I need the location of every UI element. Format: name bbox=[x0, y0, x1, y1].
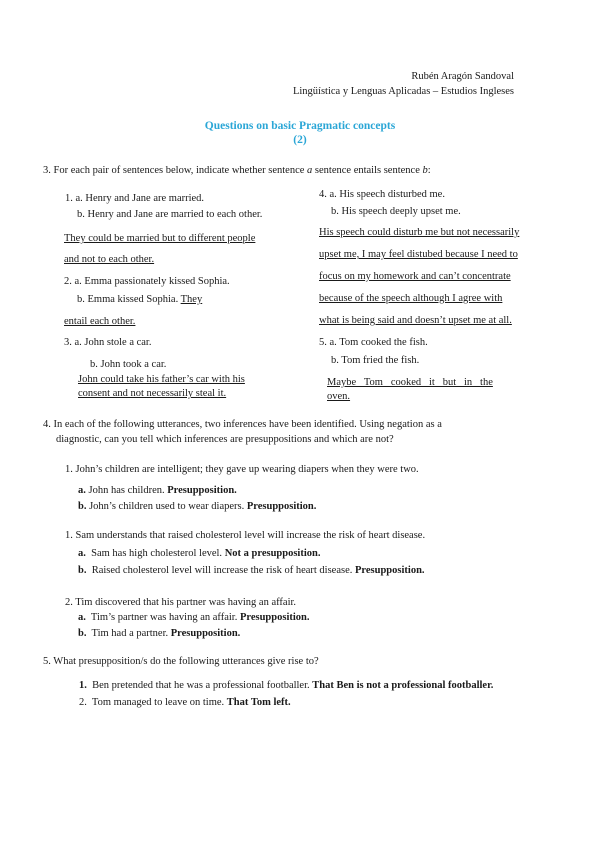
q3-item-5b: b. Tom fried the fish. bbox=[331, 355, 420, 366]
q5-item-2-answer: That Tom left. bbox=[226, 697, 291, 708]
q3-answer-4-line3: focus on my homework and can’t concentrate bbox=[319, 271, 511, 282]
question-3-prompt bbox=[43, 165, 431, 176]
q3-item-4a: 4. a. His speech disturbed me. bbox=[319, 189, 445, 200]
question-4-prompt-line1: 4. In each of the following utterances, two inferences have been identified. Using negation as a bbox=[43, 419, 442, 430]
q4-item-2-b bbox=[78, 565, 425, 576]
q3-prompt-end: : bbox=[427, 165, 431, 176]
q4-item-2-a-answer: Not a presupposition. bbox=[224, 548, 321, 559]
q4-item-1-text: 1. John’s children are intelligent; they gave up wearing diapers when they were two. bbox=[65, 464, 419, 475]
q3-item-2b bbox=[77, 294, 202, 305]
author-name: Rubén Aragón Sandoval bbox=[411, 71, 514, 82]
q3-answer-5-line2: oven. bbox=[327, 391, 351, 402]
q4-item-2-a-label: a. bbox=[78, 548, 86, 559]
q4-item-1-a-text: John has children. bbox=[85, 485, 168, 496]
q4-item-3-a-text: Tim’s partner was having an affair. bbox=[85, 612, 240, 623]
q4-item-3-b-answer: Presupposition. bbox=[170, 628, 241, 639]
q3-answer-4-line4: because of the speech although I agree with bbox=[319, 293, 503, 304]
q5-item-2 bbox=[79, 697, 291, 708]
q4-item-2-b-answer: Presupposition. bbox=[355, 565, 425, 576]
q3-answer-4-line1: His speech could disturb me but not necessarily bbox=[319, 227, 520, 238]
q5-item-1 bbox=[79, 680, 493, 691]
q3-prompt-b: b bbox=[422, 165, 428, 176]
q4-item-1-b-answer: Presupposition. bbox=[246, 501, 317, 512]
q3-item-1b: b. Henry and Jane are married to each other. bbox=[77, 209, 263, 220]
q3-prompt-pre: 3. For each pair of sentences below, indicate whether sentence bbox=[43, 165, 308, 176]
q3-answer-1-line1: They could be married but to different people bbox=[64, 233, 256, 244]
q5-item-1-answer: That Ben is not a professional footballer. bbox=[312, 680, 494, 691]
page-title-number: (2) bbox=[293, 134, 307, 146]
q4-item-3-b bbox=[78, 628, 240, 639]
q4-item-3-a-label: a. bbox=[78, 612, 86, 623]
q4-item-3-text: 2. Tim discovered that his partner was having an affair. bbox=[65, 597, 297, 608]
question-4-prompt-line2: diagnostic, can you tell which inferences are presuppositions and which are not? bbox=[56, 434, 394, 445]
q3-answer-4-line5: what is being said and doesn’t upset me at all. bbox=[319, 315, 512, 326]
q4-item-1-a bbox=[78, 485, 237, 496]
q5-item-2-text: Tom managed to leave on time. bbox=[86, 697, 227, 708]
q4-item-1-b-text: John’s children used to wear diapers. bbox=[86, 501, 247, 512]
q3-answer-2-part1: They bbox=[180, 294, 203, 305]
q4-item-3-b-text: Tim had a partner. bbox=[86, 628, 171, 639]
q3-answer-4-line2: upset me, I may feel distubed because I need to bbox=[319, 249, 518, 260]
q5-item-2-label: 2. bbox=[79, 697, 87, 708]
q3-prompt-a: a bbox=[307, 165, 313, 176]
q4-item-2-a-text: Sam has high cholesterol level. bbox=[85, 548, 225, 559]
q4-item-1-b bbox=[78, 501, 316, 512]
q4-item-1-a-answer: Presupposition. bbox=[167, 485, 237, 496]
q3-prompt-mid: sentence entails sentence bbox=[312, 165, 423, 176]
q4-item-2-b-label: b. bbox=[78, 565, 87, 576]
q3-item-5a: 5. a. Tom cooked the fish. bbox=[319, 337, 428, 348]
q4-item-2-b-text: Raised cholesterol level will increase the risk of heart disease. bbox=[86, 565, 355, 576]
question-5-prompt: 5. What presupposition/s do the following utterances give rise to? bbox=[43, 656, 319, 667]
q4-item-2-text: 1. Sam understands that raised cholesterol level will increase the risk of heart disease. bbox=[65, 530, 426, 541]
q3-item-2a: 2. a. Emma passionately kissed Sophia. bbox=[64, 276, 230, 287]
q3-answer-2-part2: entail each other. bbox=[64, 316, 136, 327]
q4-item-1-a-label: a. bbox=[78, 485, 86, 496]
q5-item-1-label: 1. bbox=[79, 680, 87, 691]
author-affiliation: Lingüística y Lenguas Aplicadas – Estudios Ingleses bbox=[292, 86, 514, 97]
q4-item-3-a-answer: Presupposition. bbox=[239, 612, 310, 623]
q4-item-1-b-label: b. bbox=[78, 501, 87, 512]
q4-item-3-a bbox=[78, 612, 310, 623]
q4-item-3-b-label: b. bbox=[78, 628, 87, 639]
q3-answer-1-line2: and not to each other. bbox=[64, 254, 155, 265]
q3-item-3a: 3. a. John stole a car. bbox=[64, 337, 152, 348]
q3-item-1a: 1. a. Henry and Jane are married. bbox=[65, 193, 205, 204]
q3-item-3b: b. John took a car. bbox=[90, 359, 167, 370]
q3-answer-5-line1: Maybe Tom cooked it but in the bbox=[327, 377, 493, 388]
q3-answer-3-line2: consent and not necessarily steal it. bbox=[78, 388, 227, 399]
q3-answer-3-line1: John could take his father’s car with his bbox=[78, 374, 245, 385]
page-title: Questions on basic Pragmatic concepts bbox=[204, 120, 396, 132]
q3-item-2b-text: b. Emma kissed Sophia. bbox=[77, 294, 181, 305]
q5-item-1-text: Ben pretended that he was a professional footballer. bbox=[86, 680, 313, 691]
q3-item-4b: b. His speech deeply upset me. bbox=[331, 206, 461, 217]
q4-item-2-a bbox=[78, 548, 320, 559]
